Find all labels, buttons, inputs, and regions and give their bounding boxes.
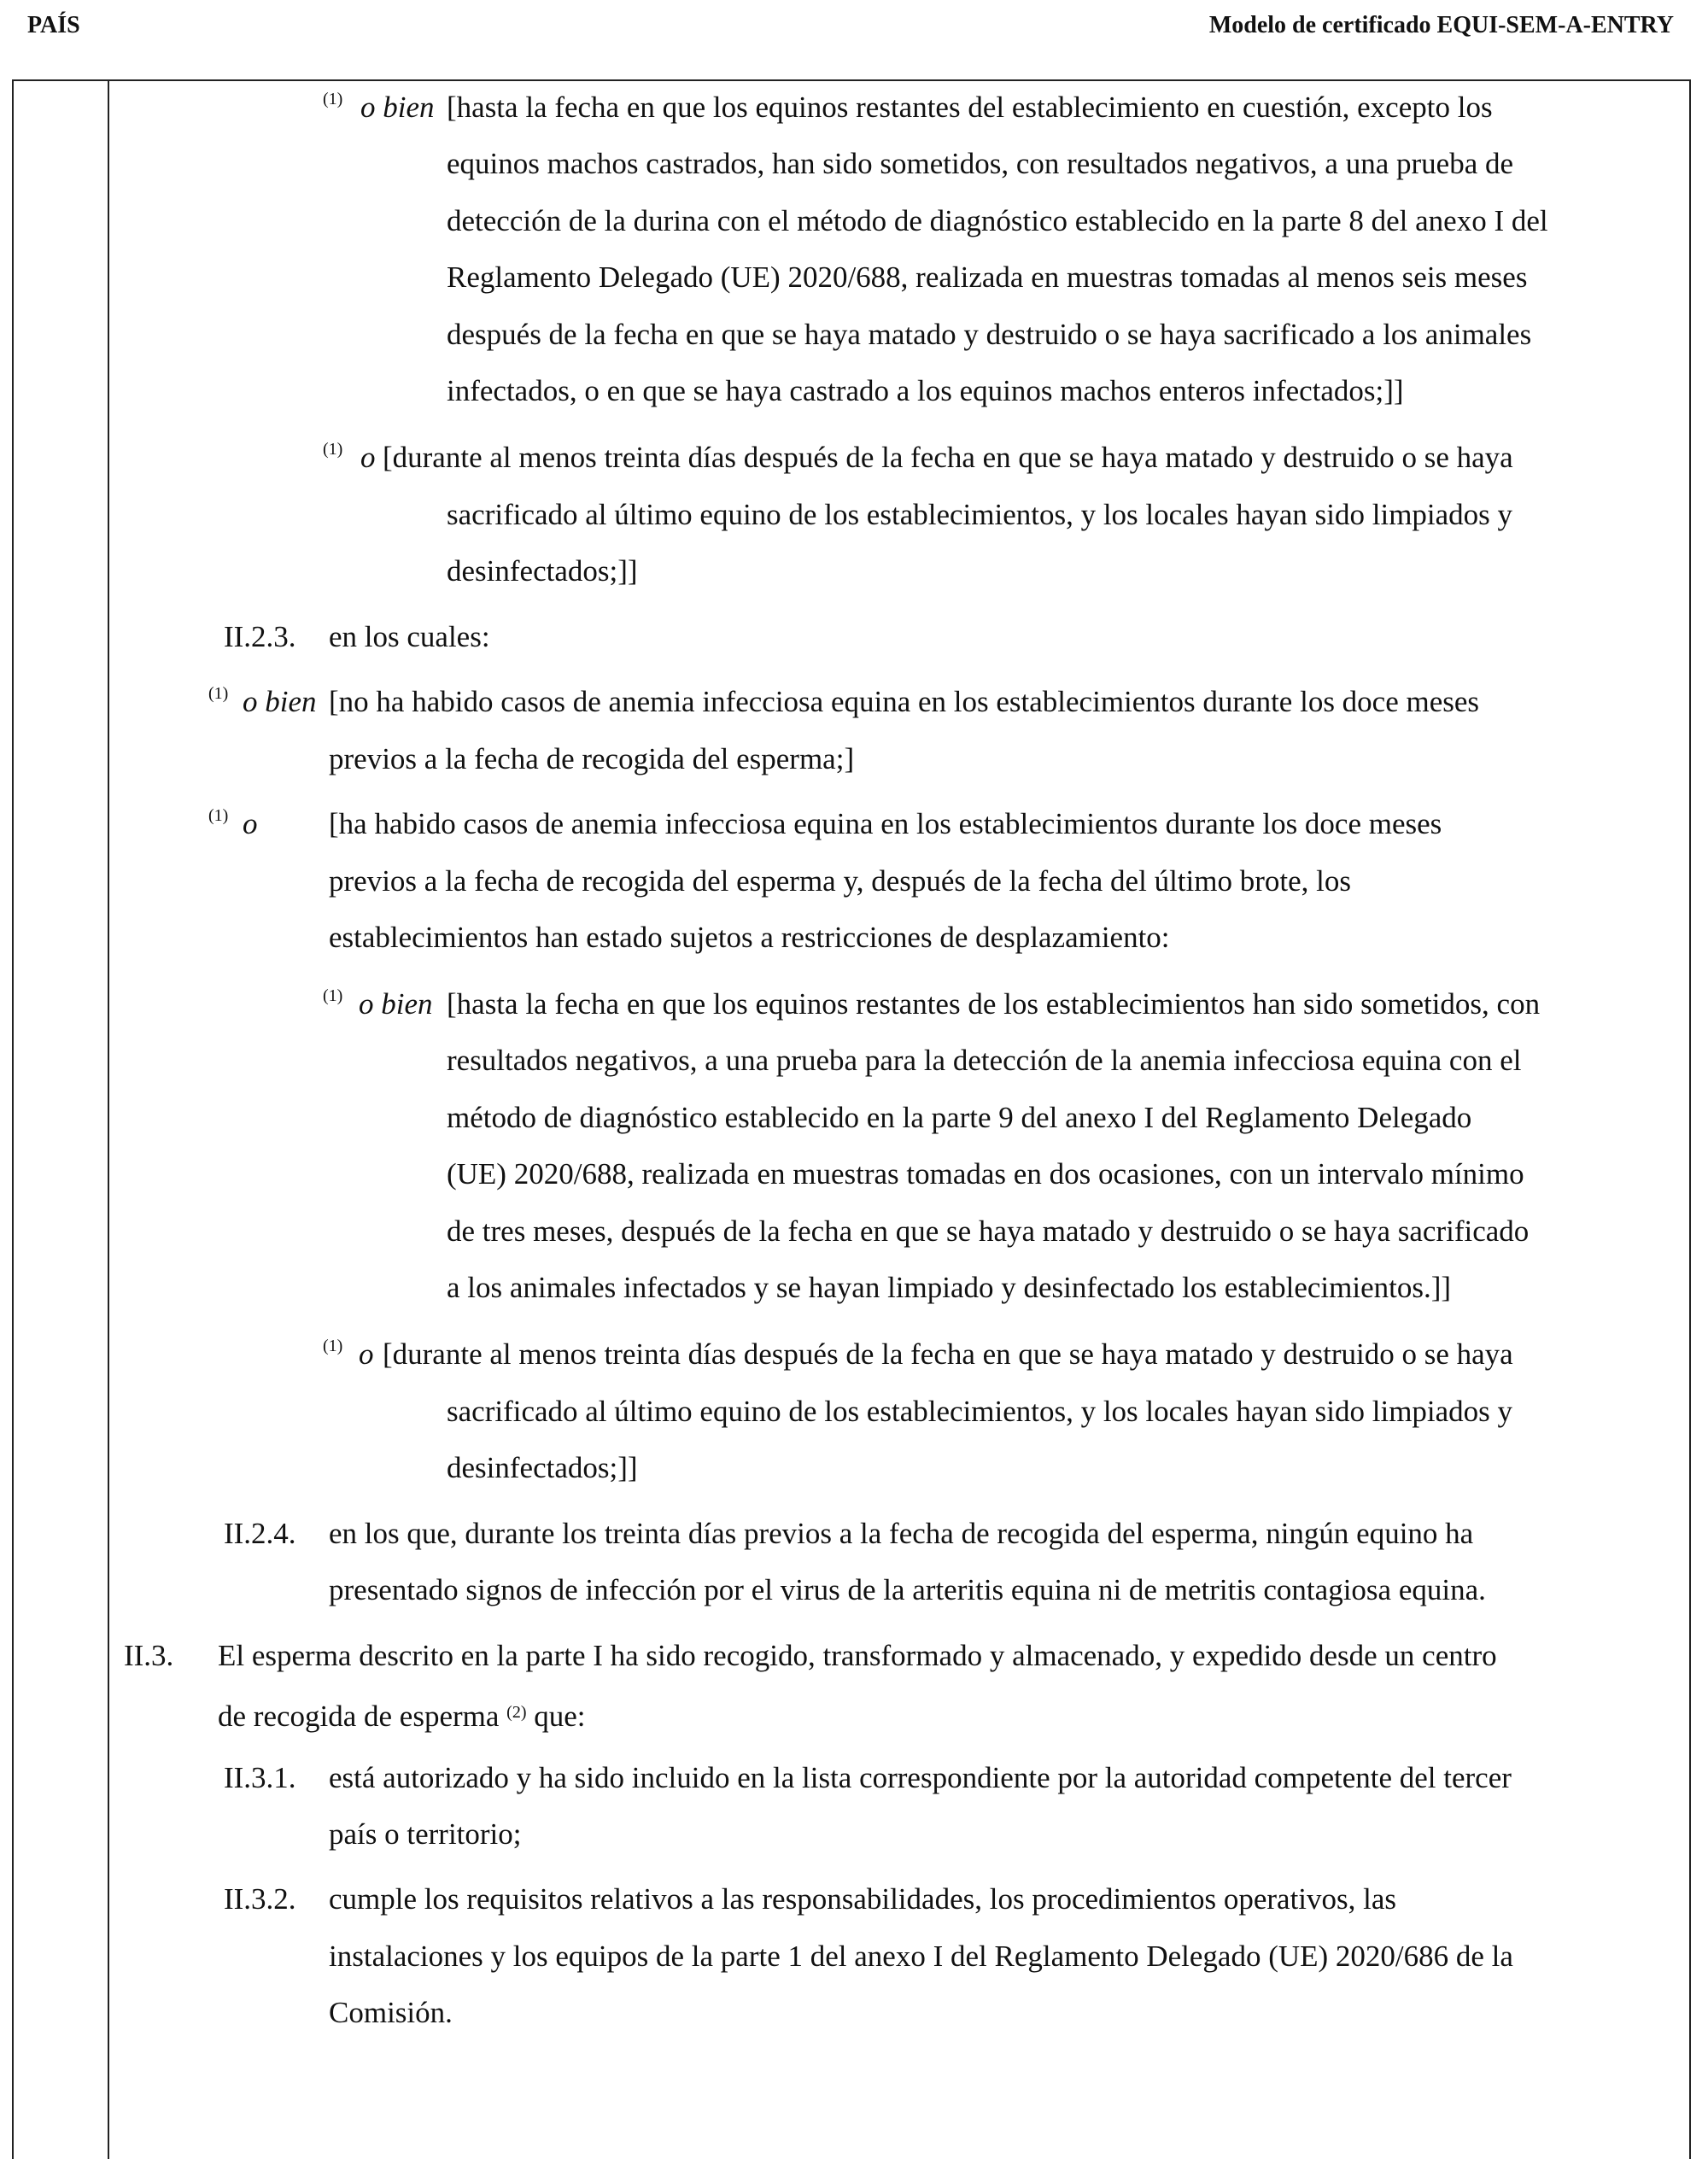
clause-line: desinfectados;]] <box>447 1451 638 1484</box>
clause-line: [durante al menos treinta días después de la fecha en que se haya matado y destruido o se haya <box>383 1337 1513 1371</box>
clause-line: [hasta la fecha en que los equinos restantes del establecimiento en cuestión, excepto los <box>447 91 1493 124</box>
clause-line: previos a la fecha de recogida del esperma;] <box>329 742 855 775</box>
section-text-part: que: <box>534 1700 586 1733</box>
clause-line: previos a la fecha de recogida del esperma y, después de la fecha del último brote, los <box>329 864 1351 898</box>
header-country: PAÍS <box>27 12 80 38</box>
footnote-ref-1: (1) <box>323 440 343 459</box>
section-text: cumple los requisitos relativos a las responsabilidades, los procedimientos operativos, las <box>329 1882 1397 1916</box>
section-number: II.2.4. <box>224 1517 296 1550</box>
clause-line: método de diagnóstico establecido en la parte 9 del anexo I del Reglamento Delegado <box>447 1101 1472 1134</box>
table-border-left <box>12 79 14 2159</box>
option-marker-o: o <box>360 441 376 474</box>
clause-line: [no ha habido casos de anemia infecciosa equina en los establecimientos durante los doce meses <box>329 685 1480 718</box>
footnote-ref-2: (2) <box>506 1703 527 1722</box>
clause-line: desinfectados;]] <box>447 554 638 588</box>
clause-line: a los animales infectados y se hayan limpiado y desinfectado los establecimientos.]] <box>447 1271 1452 1304</box>
section-text: presentado signos de infección por el virus de la arteritis equina ni de metritis contagiosa equina. <box>329 1573 1486 1606</box>
clause-line: después de la fecha en que se haya matado y destruido o se haya sacrificado a los animales <box>447 318 1532 351</box>
section-text <box>218 1694 586 1735</box>
section-text: está autorizado y ha sido incluido en la lista correspondiente por la autoridad competente del tercer <box>329 1761 1512 1794</box>
section-text: país o territorio; <box>329 1817 522 1851</box>
footnote-ref-1: (1) <box>208 684 229 703</box>
section-text: instalaciones y los equipos de la parte 1 del anexo I del Reglamento Delegado (UE) 2020/686 de la <box>329 1940 1513 1973</box>
section-text: El esperma descrito en la parte I ha sido recogido, transformado y almacenado, y expedido desde un centro <box>218 1639 1497 1672</box>
clause-line: sacrificado al último equino de los establecimientos, y los locales hayan sido limpiados y <box>447 1395 1513 1428</box>
section-number: II.3. <box>124 1639 174 1672</box>
clause-line: establecimientos han estado sujetos a restricciones de desplazamiento: <box>329 921 1170 954</box>
section-text: en los que, durante los treinta días previos a la fecha de recogida del esperma, ningún equino ha <box>329 1517 1474 1550</box>
clause-line: equinos machos castrados, han sido sometidos, con resultados negativos, a una prueba de <box>447 147 1514 180</box>
footnote-ref-1: (1) <box>208 806 229 825</box>
table-border-top <box>12 79 1691 81</box>
clause-line: detección de la durina con el método de diagnóstico establecido en la parte 8 del anexo I del <box>447 204 1548 237</box>
section-number: II.3.2. <box>224 1882 296 1916</box>
footnote-ref-1: (1) <box>323 90 343 108</box>
option-marker-o-bien: o bien <box>359 987 433 1021</box>
table-border-right <box>1689 79 1691 2159</box>
clause-line: infectados, o en que se haya castrado a los equinos machos enteros infectados;]] <box>447 374 1404 407</box>
clause-line: sacrificado al último equino de los establecimientos, y los locales hayan sido limpiados y <box>447 498 1513 531</box>
clause-line: Reglamento Delegado (UE) 2020/688, realizada en muestras tomadas al menos seis meses <box>447 260 1528 294</box>
clause-line: [hasta la fecha en que los equinos restantes de los establecimientos han sido sometidos, con <box>447 987 1541 1021</box>
section-number: II.3.1. <box>224 1761 296 1794</box>
header-model-title: Modelo de certificado EQUI-SEM-A-ENTRY <box>1208 12 1674 38</box>
option-marker-o-bien: o bien <box>243 685 317 718</box>
section-text: en los cuales: <box>329 620 490 653</box>
clause-line: (UE) 2020/688, realizada en muestras tomadas en dos ocasiones, con un intervalo mínimo <box>447 1157 1524 1191</box>
clause-line: resultados negativos, a una prueba para la detección de la anemia infecciosa equina con el <box>447 1044 1522 1077</box>
section-text: Comisión. <box>329 1996 453 2029</box>
footnote-ref-1: (1) <box>323 986 343 1005</box>
option-marker-o: o <box>243 807 258 840</box>
clause-line: [ha habido casos de anemia infecciosa equina en los establecimientos durante los doce meses <box>329 807 1442 840</box>
clause-line: [durante al menos treinta días después de la fecha en que se haya matado y destruido o se haya <box>383 441 1513 474</box>
section-text-part: de recogida de esperma <box>218 1700 500 1733</box>
option-marker-o: o <box>359 1337 374 1371</box>
footnote-ref-1: (1) <box>323 1337 343 1355</box>
clause-line: de tres meses, después de la fecha en que se haya matado y destruido o se haya sacrificado <box>447 1214 1530 1248</box>
option-marker-o-bien: o bien <box>360 91 435 124</box>
table-column-divider <box>108 79 109 2159</box>
section-number: II.2.3. <box>224 620 296 653</box>
